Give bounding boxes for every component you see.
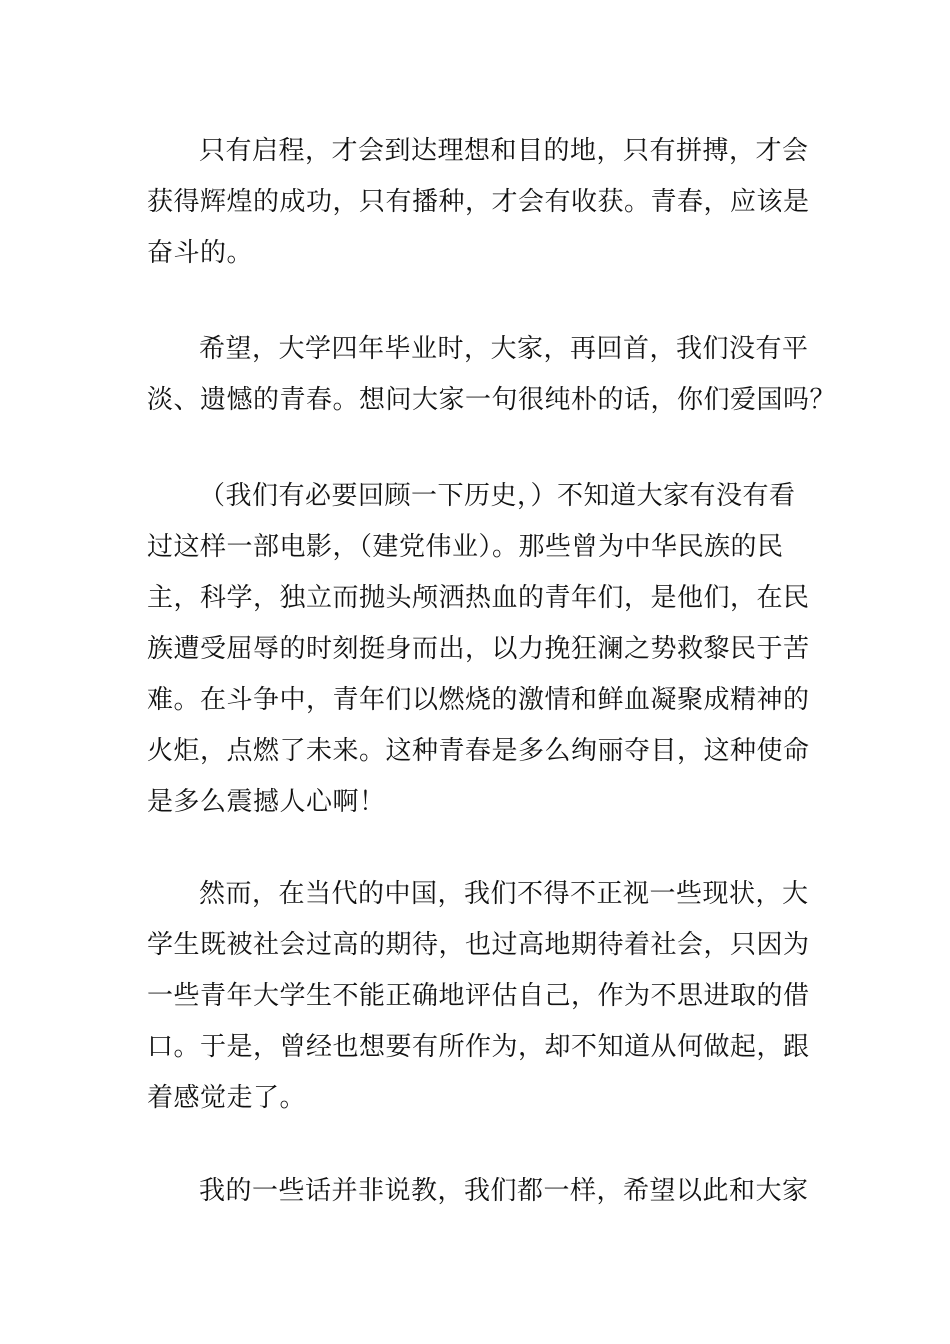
paragraph-line: 是多么震撼人心啊！	[147, 787, 386, 817]
paragraph-line: 族遭受屈辱的时刻挺身而出，以力挽狂澜之势救黎民于苦	[147, 634, 810, 664]
paragraph-2	[147, 334, 836, 436]
paragraph-line: 着感觉走了。	[147, 1083, 307, 1113]
paragraph-line: 一些青年大学生不能正确地评估自己，作为不思进取的借	[147, 981, 810, 1011]
paragraph-line: 难。在斗争中，青年们以燃烧的激情和鲜血凝聚成精神的	[147, 685, 810, 715]
paragraph-line: 奋斗的。	[147, 238, 254, 268]
paragraph-line: 然而，在当代的中国，我们不得不正视一些现状，大	[199, 879, 809, 909]
paragraph-line: 只有启程，才会到达理想和目的地，只有拼搏，才会	[199, 136, 809, 166]
paragraph-line: 我的一些话并非说教，我们都一样，希望以此和大家	[199, 1176, 809, 1206]
paragraph-line: 希望，大学四年毕业时，大家，再回首，我们没有平	[199, 334, 809, 364]
paragraph-line: 学生既被社会过高的期待，也过高地期待着社会，只因为	[147, 930, 810, 960]
paragraph-line: 火炬，点燃了未来。这种青春是多么绚丽夺目，这种使命	[147, 736, 810, 766]
paragraph-line: （我们有必要回顾一下历史，）不知道大家有没有看	[199, 481, 796, 511]
paragraph-4	[147, 879, 810, 1134]
paragraph-line: 淡、遗憾的青春。想问大家一句很纯朴的话，你们爱国吗？	[147, 385, 837, 415]
paragraph-5	[147, 1176, 809, 1227]
paragraph-1	[147, 136, 810, 289]
paragraph-3	[147, 481, 810, 838]
paragraph-line: 口。于是，曾经也想要有所作为，却不知道从何做起，跟	[147, 1032, 810, 1062]
paragraph-line: 主，科学，独立而抛头颅洒热血的青年们，是他们，在民	[147, 583, 810, 613]
paragraph-line: 过这样一部电影，（建党伟业）。那些曾为中华民族的民	[147, 532, 784, 562]
paragraph-line: 获得辉煌的成功，只有播种，才会有收获。青春，应该是	[147, 187, 810, 217]
